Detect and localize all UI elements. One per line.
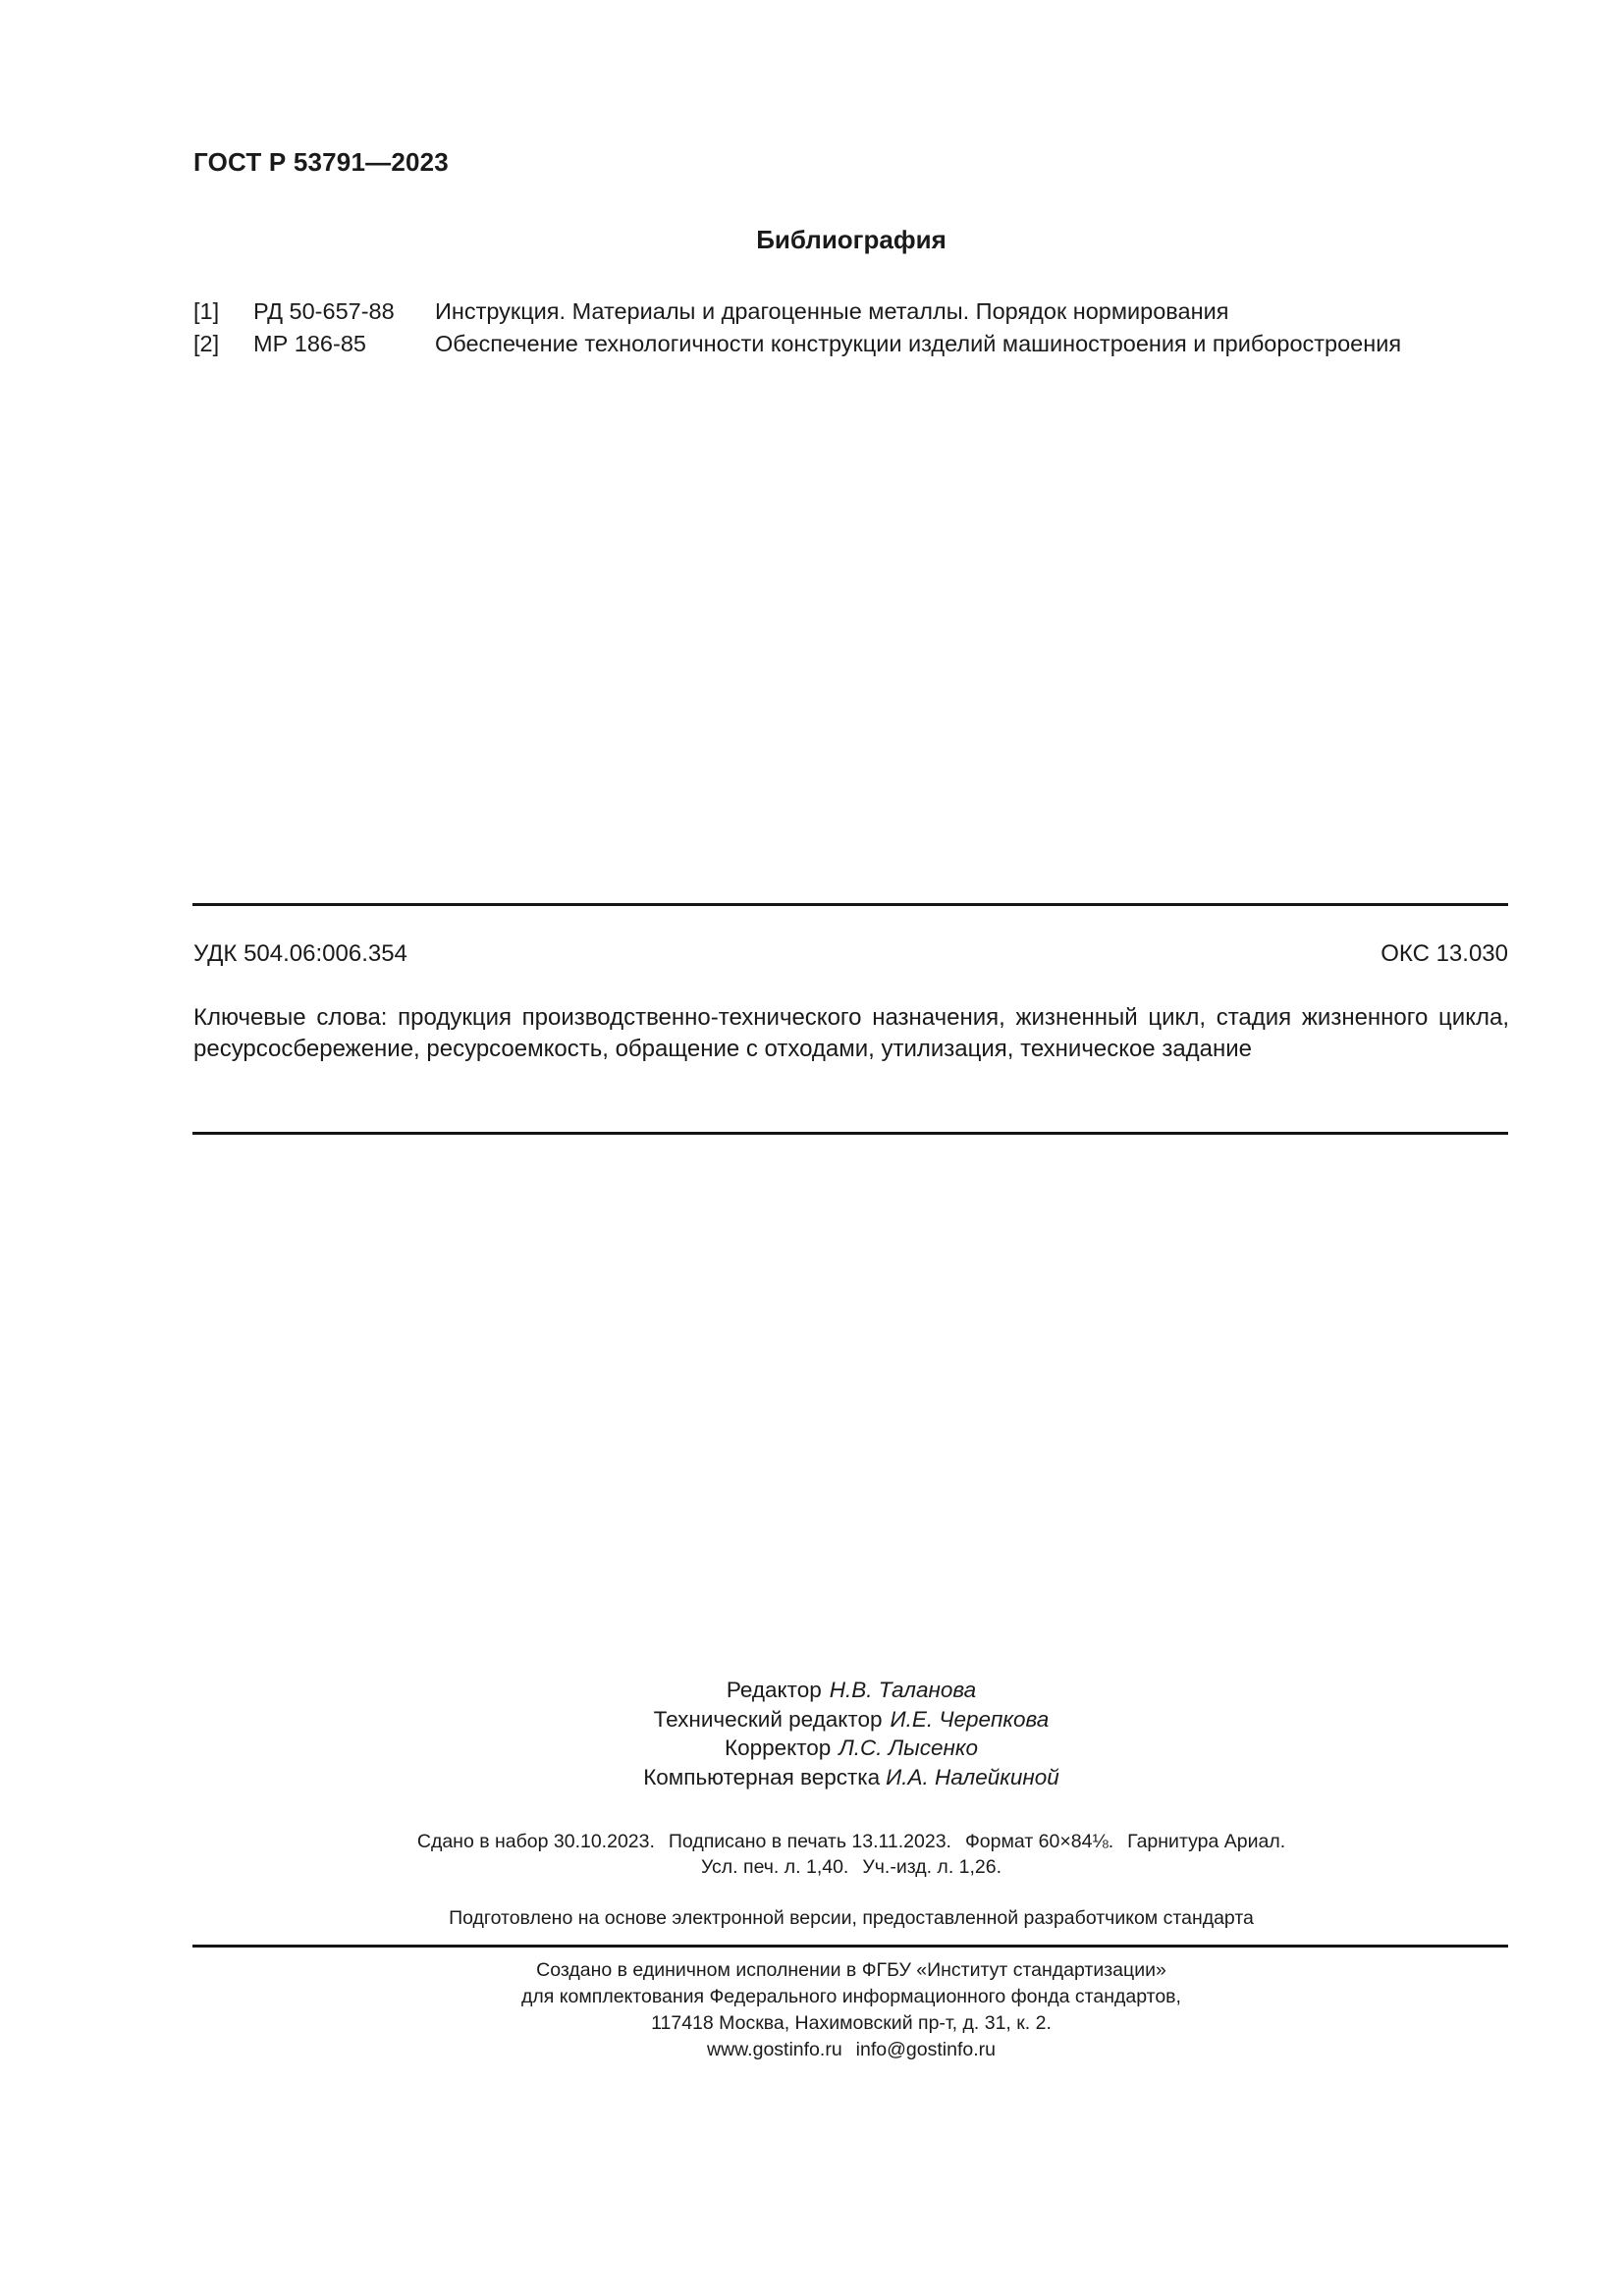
print-info-line-2 (0, 1854, 1624, 1880)
credit-name: И.А. Налейкиной (886, 1764, 1059, 1789)
credits-block (0, 1676, 1624, 1791)
bibliography-entry (193, 295, 1401, 328)
print-info-line-1 (0, 1829, 1624, 1854)
entry-title: Обеспечение технологичности конструкции изделий машиностроения и приборостроения (435, 331, 1402, 356)
print-sheets: Усл. печ. л. 1,40. (700, 1856, 849, 1878)
typeset-date: Сдано в набор 30.10.2023. (416, 1831, 655, 1852)
oks-code: ОКС 13.030 (1380, 940, 1508, 967)
typeface: Гарнитура Ариал. (1127, 1831, 1286, 1852)
email-link[interactable]: info@gostinfo.ru (855, 2039, 996, 2060)
keywords-divider (192, 1132, 1508, 1135)
signed-date: Подписано в печать 13.11.2023. (668, 1831, 951, 1852)
credit-technical-editor (0, 1705, 1624, 1735)
top-divider (192, 903, 1508, 906)
publisher-line-2: для комплектования Федерального информационного фонда стандартов, (521, 1986, 1181, 2007)
publisher-address: 117418 Москва, Нахимовский пр-т, д. 31, к. 2. (651, 2012, 1052, 2034)
credit-role: Корректор (724, 1735, 832, 1760)
credit-proofreader (0, 1734, 1624, 1763)
entry-number: [1] (193, 298, 220, 324)
print-info (0, 1829, 1624, 1880)
prepared-note: Подготовлено на основе электронной версии, предоставленной разработчиком стандарта (449, 1907, 1254, 1929)
credit-role: Редактор (726, 1678, 822, 1702)
bibliography-title: Библиография (756, 225, 947, 254)
paper-format: Формат 60×84⅛. (964, 1831, 1114, 1852)
bibliography-list (193, 295, 1401, 360)
credit-editor (0, 1676, 1624, 1705)
entry-title: Инструкция. Материалы и драгоценные металлы. Порядок нормирования (435, 298, 1229, 324)
keywords: Ключевые слова: продукция производственно-технического назначения, жизненный цикл, стадия жизненного цикла, ресурсосбережение, ресурсоемкость, обращение с отходами, утилизация, техническое задание (193, 1004, 1509, 1062)
udk-code: УДК 504.06:006.354 (193, 940, 407, 967)
credit-name: Л.С. Лысенко (839, 1735, 979, 1760)
entry-number: [2] (193, 331, 220, 356)
credit-name: Н.В. Таланова (829, 1678, 977, 1702)
credit-role: Технический редактор (653, 1706, 883, 1732)
credit-name: И.Е. Черепкова (890, 1706, 1050, 1732)
website-link[interactable]: www.gostinfo.ru (707, 2039, 842, 2060)
publisher-contacts (0, 2037, 1624, 2063)
entry-code: РД 50-657-88 (253, 298, 395, 324)
entry-code: МР 186-85 (253, 331, 366, 356)
publisher-line-1: Создано в единичном исполнении в ФГБУ «Институт стандартизации» (536, 1959, 1166, 1981)
credit-layout (0, 1763, 1624, 1792)
publisher-sheets: Уч.-изд. л. 1,26. (862, 1856, 1002, 1878)
publisher-block (0, 1957, 1624, 2063)
document-code: ГОСТ Р 53791—2023 (193, 147, 449, 177)
bibliography-entry (193, 328, 1401, 360)
credit-role: Компьютерная верстка (643, 1764, 881, 1789)
footer-divider (192, 1945, 1508, 1948)
